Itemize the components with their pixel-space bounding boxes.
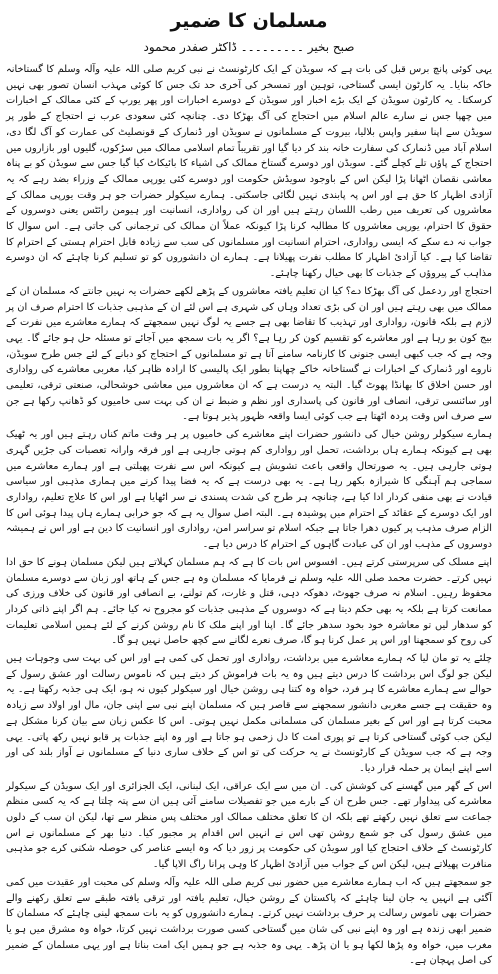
paragraph-3: ہمارے سیکولر روشن خیال کی دانشور حضرات اپنے معاشرے کی خامیوں پر ہر وقت ماتم کناں رہتے ہیں اور یہ ٹھیک بھی ہے کیونکہ ہمارے ہاں برداشت، تحمل اور رواداری کم ہوتی جارہی ہے اور فرقہ وارانہ تعصبات کی جڑیں گہری ہوتی جارہی ہیں۔ یہ صورتحال واقعی باعث تشویش ہے کیونکہ اس سے نفرت پھیلتی ہے اور ہمارے معاشرے میں سماجی ہم آہنگی کا شیرازہ بکھر رہا ہے۔ یہ بھی درست ہے کہ یہ فضا پیدا کرنے میں ہماری مذہبی اور سیاسی قیادت نے بھی منفی کردار ادا کیا ہے، چنانچہ ہر طرح کی شدت پسندی نے سر اٹھایا ہے اور اس کا علاج تعلیم، رواداری اور ایک دوسرے کے عقائد کے احترام میں پوشیدہ ہے۔ البتہ اصل سوال یہ ہے کہ جو خرابی ہمارے ہاں پیدا ہوئی اس کا الزام صرف مذہب پر کیوں دھرا جاتا ہے جبکہ اسلام تو سراسر امن، رواداری اور انسانیت کا دین ہے اور اس نے ہمیشہ دوسروں کے مذہب اور ان کی عبادت گاہوں کے احترام کا درس دیا ہے۔ xyxy=(6,429,492,551)
author-name: ڈاکٹر صفدر محمود xyxy=(143,40,237,54)
article-title: مسلمان کا ضمیر xyxy=(170,10,328,32)
article-body xyxy=(6,62,492,969)
paragraph-1: یہی کوئی پانچ برس قبل کی بات ہے کہ سویڈن کے ایک کارٹونسٹ نے نبی کریم صلی اللہ علیہ وآلہ وسلم کا گستاخانہ خاکہ بنایا۔ یہ کارٹون ایسی گستاخی، توہین اور تمسخر کی آخری حد تک جس کا کوئی مہذب انسان تصور بھی نہیں کرسکتا۔ یہ کارٹون سویڈن کے ایک بڑے اخبار اور سویڈن کے دوسرے اخبارات اور پھر یورپ کے کئی ممالک کے اخبارات میں چھپا جس نے سارے عالم اسلام میں احتجاج کی آگ بھڑکا دی۔ چنانچہ کئی سعودی عرب نے احتجاج کے طور پر سویڈن سے اپنا سفیر واپس بلالیا، بیروت کے مسلمانوں نے سویڈن اور ڈنمارک کے قونصلیٹ کی عمارت کو آگ لگا دی، اسلام آباد میں ڈنمارک کی سفارت خانہ بند کر دیا گیا اور تقریباً تمام اسلامی ممالک میں سڑکوں، گلیوں اور بازاروں میں احتجاج کے پاؤں تلے کچلے گئے۔ سویڈن اور دوسرے گستاخ ممالک کی اشیاء کا بائیکاٹ کیا گیا جس سے سویڈن کو بے پناہ معاشی نقصان اٹھانا پڑا لیکن اس کے باوجود سویڈش حکومت اور دوسرے کئی یورپی ممالک کے وزراء بضد رہے کہ یہ آزادی اظہار کا حق ہے اور اس پہ پابندی نہیں لگائی جاسکتی۔ ہمارے سیکولر حضرات جو ہر وقت یورپی ممالک کے معاشروں کی تعریف میں رطب اللسان رہتے ہیں اور ان کی رواداری، انسانیت اور ہیومن رائٹس یعنی دوسروں کے حقوق کا احترام، یورپی معاشروں کا مطالبہ کرنا پڑا کیونکہ عملاً ان ممالک کی ترجمانی کی جاتی ہے۔ اس سوال کا جواب نہ دے سکے کہ ایسی رواداری، احترام انسانیت اور مسلمانوں کی سب سے زیادہ قابل احترام ہستی کے احترام کا تقاضا کیا ہے۔ کیا آزادیٔ اظہار کا مطلب نفرت پھیلانا ہے۔ ہمارے ان دانشوروں کو تو تسلیم کرنا چاہئے کہ ان دوسرے مذاہب کے پیروؤں کے جذبات کا بھی خیال رکھنا چاہئے۔ xyxy=(6,64,492,280)
paragraph-7: جو سمجھتے ہیں کہ اب ہمارے معاشرے میں حضور نبی کریم صلی اللہ علیہ وآلہ وسلم کی محبت اور عقیدت میں کمی آگئی ہے انہیں یہ جان لینا چاہئے کہ پاکستان کے روشن خیال، تعلیم یافتہ اور ترقی یافتہ طبقے سے تعلق رکھنے والے حضرات بھی ناموس رسالت پر حرف برداشت نہیں کرتے۔ ہمارے دانشوروں کو یہ بات سمجھ لینی چاہئے کہ مسلمان کا ضمیر ابھی زندہ ہے اور وہ اپنے نبی کی شان میں گستاخی کسی صورت برداشت نہیں کرتا، خواہ وہ مشرق میں ہو یا مغرب میں، خواہ وہ پڑھا لکھا ہو یا ان پڑھ۔ یہی وہ جذبہ ہے جو ہمیں ایک امت بناتا ہے اور یہی مسلمان کے ضمیر کی اصل پہچان ہے۔ xyxy=(6,876,492,967)
paragraph-5: چلئے یہ تو مان لیا کہ ہمارے معاشرے میں برداشت، رواداری اور تحمل کی کمی ہے اور اس کی بہت سی وجوہات ہیں لیکن جو لوگ اس برداشت کا درس دیتے ہیں وہ یہ بات فراموش کر دیتے ہیں کہ ناموس رسالت اور عشق رسول کے حوالے سے ہمارے معاشرے کا ہر فرد، خواہ وہ کتنا ہی روشن خیال اور سیکولر کیوں نہ ہو، ایک ہی جذبہ رکھتا ہے۔ یہ وہ حقیقت ہے جسے مغربی دانشور سمجھنے سے قاصر ہیں کہ مسلمان اپنے نبی سے اپنی جان، مال اور اولاد سے زیادہ محبت کرتا ہے اور اس کے بغیر مسلمان کی مسلمانی مکمل نہیں ہوتی۔ اس کا عکس زبان سے بیان کرنا مشکل ہے لیکن جب کوئی گستاخی کرتا ہے تو پوری امت کا دل زخمی ہو جاتا ہے اور وہ اپنے جذبات پر قابو نہیں رکھ پاتی۔ یہی وجہ ہے کہ جب سویڈن کے کارٹونسٹ نے یہ حرکت کی تو اس کے خلاف ساری دنیا کے مسلمانوں نے آواز بلند کی اور اسے اپنے ایمان پر حملہ قرار دیا۔ xyxy=(6,653,492,774)
paragraph-6: اس کے گھر میں گھسنے کی کوشش کی۔ ان میں سے ایک عراقی، ایک لبنانی، ایک الجزائری اور ایک سویڈن کے سیکولر معاشرے کی پیداوار تھے۔ جس طرح ان کے بارے میں جو تفصیلات سامنے آئی ہیں ان سے پتہ چلتا ہے کہ یہ کسی منظم جماعت سے تعلق نہیں رکھتے تھے بلکہ ان کا تعلق مختلف ممالک اور مختلف پس منظر سے تھا، لیکن ان سب کے دلوں میں عشق رسول کی جو شمع روشن تھی اس نے انہیں اس اقدام پر مجبور کیا۔ دنیا بھر کے مسلمانوں نے اس کارٹونسٹ کے خلاف احتجاج کیا اور سویڈن کی حکومت پر زور دیا کہ وہ ایسے عناصر کی حوصلہ شکنی کرے جو مذہبی منافرت پھیلاتے ہیں، لیکن اس کے جواب میں آزادیٔ اظہار کا وہی پرانا راگ الاپا گیا۔ xyxy=(6,780,492,871)
byline-separator: ۔۔۔۔۔۔۔۔۔ xyxy=(240,40,304,54)
byline xyxy=(6,38,492,56)
paragraph-4: اپنے مسلک کی سرپرستی کرتے ہیں۔ افسوس اس بات کا ہے کہ ہم مسلمان کہلاتے ہیں لیکن مسلمان ہونے کا حق ادا نہیں کرتے۔ حضرت محمد صلی اللہ علیہ وسلم نے فرمایا کہ مسلمان وہ ہے جس کے ہاتھ اور زبان سے دوسرے مسلمان محفوظ رہیں۔ اسلام نہ صرف جھوٹ، دھوکہ دہی، قتل و غارت، کم تولنے، بے انصافی اور قانون کی خلاف ورزی کی ممانعت کرتا ہے بلکہ یہ بھی حکم دیتا ہے کہ دوسروں کے مذہبی جذبات کو مجروح نہ کیا جائے۔ ہم اگر اپنے ذاتی کردار کو سدھار لیں تو معاشرہ خود بخود سدھر جائے گا۔ اپنا اور اپنے ملک کا نام روشن کرنے کے لئے ہمیں اسلامی تعلیمات کی روح کو سمجھنا اور اس پر عمل کرنا ہو گا، صرف نعرے لگانے سے کچھ حاصل نہیں ہو گا۔ xyxy=(6,556,492,647)
paragraph-2: احتجاج اور ردعمل کی آگ بھڑکا دے؟ کیا ان تعلیم یافتہ معاشروں کے پڑھے لکھے حضرات یہ نہیں جانتے کہ مسلمان ان کے ممالک میں بھی رہتے ہیں اور ان کی بڑی تعداد وہاں کی شہری ہے اس لئے ان کے مذہبی جذبات کا احترام صرف ان پر لازم ہے بلکہ قانون، رواداری اور تہذیب کا تقاضا بھی ہے جسے یہ لوگ نہیں سمجھتے کہ ہمارے معاشرے میں نفرت کے بیج کون بو رہا ہے اور معاشرے کو تقسیم کون کر رہا ہے؟ اگر یہ بات سمجھ میں آجائے تو مسئلہ حل ہو جائے گا۔ یہی وجہ ہے کہ جب کبھی ایسی جنونی کا کارنامہ سامنے آتا ہے تو مسلمانوں کے احتجاج کو دبانے کے لئے جس طرح سویڈن، ناروے اور ڈنمارک کے اخبارات نے گستاخانہ خاکے چھاپنا بطور ایک پالیسی کا ارادہ ظاہر کیا، مغربی معاشرے کی رواداری اور حسن اخلاق کا بھانڈا پھوٹ گیا۔ البتہ یہ درست ہے کہ ان معاشروں میں معاشی خوشحالی، صنعتی ترقی، تعلیمی اور سائنسی ترقی، انصاف اور قانون کی پاسداری اور نظم و ضبط نے ان کی بہت سی خامیوں کو ڈھانپ رکھا ہے جن سے صرف اس وقت پردہ اٹھتا ہے جب کوئی ایسا واقعہ ظہور پذیر ہوتا ہے۔ xyxy=(6,285,492,423)
column-name: صبح بخیر xyxy=(307,40,355,54)
